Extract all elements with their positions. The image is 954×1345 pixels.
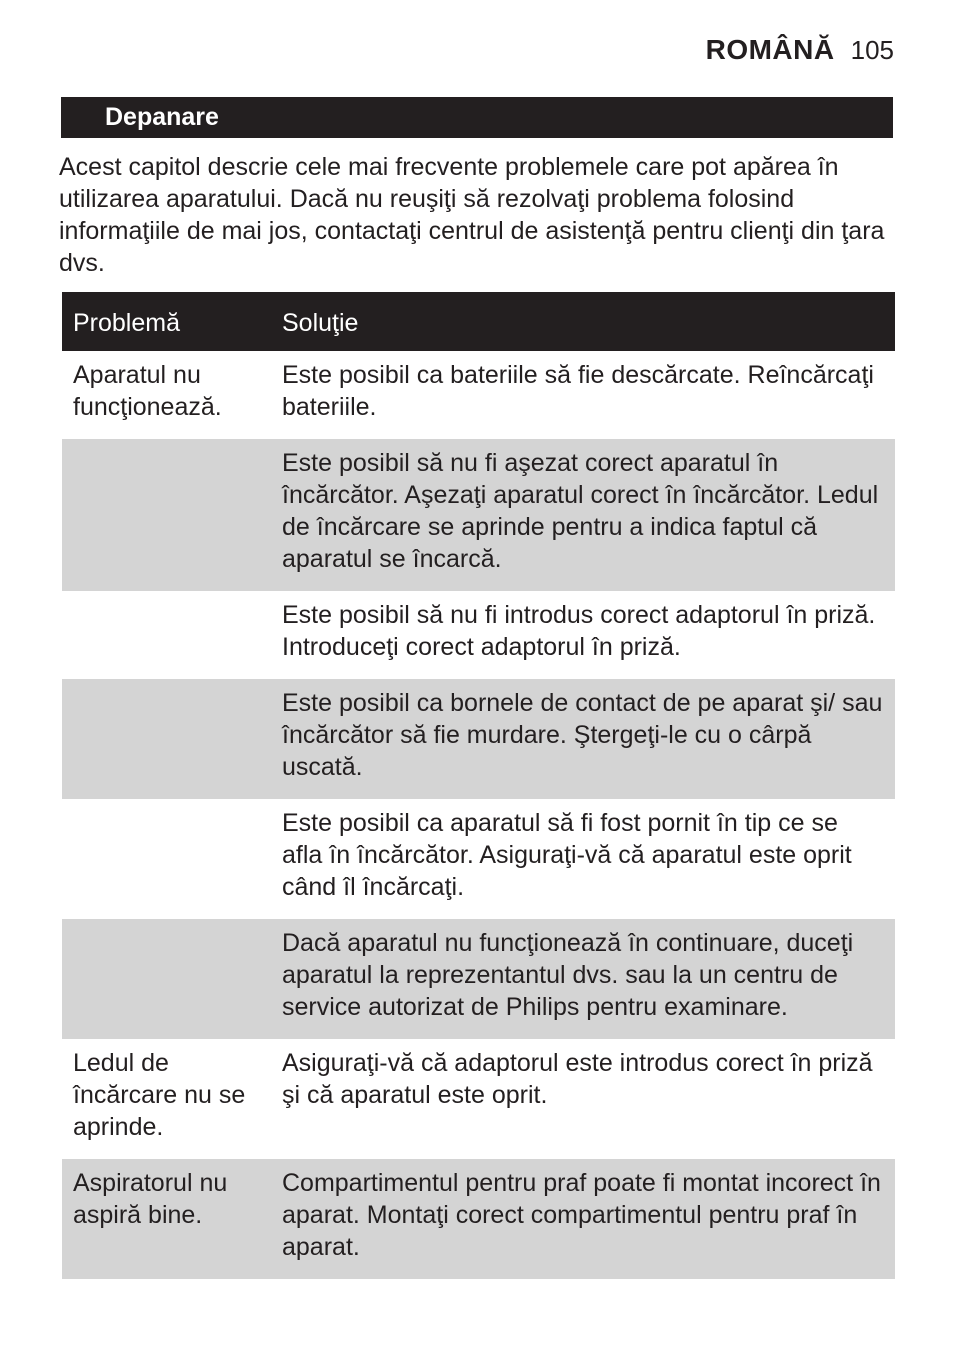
solution-cell: Este posibil ca bateriile să fie descărcate. Reîncărcaţi bateriile. bbox=[282, 361, 874, 421]
section-title: Depanare bbox=[105, 103, 219, 131]
solution-cell: Este posibil să nu fi aşezat corect aparatul în încărcător. Aşezaţi aparatul corect în încărcător. Ledul de încărcare se aprinde pentru a indica faptul că aparatul se încarcă. bbox=[271, 439, 895, 591]
troubleshooting-table bbox=[62, 292, 895, 1279]
problem-cell bbox=[62, 439, 271, 591]
problem-cell: Aspiratorul nu aspiră bine. bbox=[62, 1159, 271, 1279]
problem-cell bbox=[62, 679, 271, 799]
problem-cell bbox=[62, 591, 271, 679]
table-row bbox=[62, 1039, 895, 1159]
page-header bbox=[706, 34, 894, 66]
table-row bbox=[62, 439, 895, 591]
problem-cell bbox=[62, 799, 271, 919]
language-label: ROMÂNĂ bbox=[705, 34, 835, 65]
table-row bbox=[62, 919, 895, 1039]
problem-cell: Ledul de încărcare nu se aprinde. bbox=[73, 1049, 246, 1141]
solution-cell: Dacă aparatul nu funcţionează în continuare, duceţi aparatul la reprezentantul dvs. sau la un centru de service autorizat de Philips pentru examinare. bbox=[271, 919, 895, 1039]
table-row bbox=[62, 591, 895, 679]
table-row bbox=[62, 1159, 895, 1279]
intro-paragraph: Acest capitol descrie cele mai frecvente problemele care pot apărea în utilizarea aparatului. Dacă nu reuşiţi să rezolvaţi problema folosind informaţiile de mai jos, contactaţi centrul de asistenţă pentru clienţi din ţara dvs. bbox=[59, 153, 885, 277]
table-row bbox=[62, 679, 895, 799]
solution-cell: Este posibil ca bornele de contact de pe aparat şi/ sau încărcător să fie murdare. Ştergeţi-le cu o cârpă uscată. bbox=[271, 679, 895, 799]
solution-cell: Compartimentul pentru praf poate fi montat incorect în aparat. Montaţi corect compartimentul pentru praf în aparat. bbox=[271, 1159, 895, 1279]
section-heading-bar bbox=[61, 97, 893, 138]
column-header-solution: Soluţie bbox=[271, 292, 895, 351]
column-header-problem: Problemă bbox=[62, 292, 271, 351]
problem-cell: Aparatul nu funcţionează. bbox=[73, 361, 222, 421]
solution-cell: Este posibil să nu fi introdus corect adaptorul în priză. Introduceţi corect adaptorul în priză. bbox=[282, 601, 876, 661]
table-header-row bbox=[62, 292, 895, 351]
solution-cell: Asiguraţi-vă că adaptorul este introdus corect în priză şi că aparatul este oprit. bbox=[282, 1049, 873, 1109]
solution-cell: Este posibil ca aparatul să fi fost pornit în tip ce se afla în încărcător. Asiguraţi-vă că aparatul este oprit când îl încărcaţi. bbox=[282, 809, 852, 901]
page-number: 105 bbox=[850, 35, 894, 65]
table-row bbox=[62, 351, 895, 439]
problem-cell bbox=[62, 919, 271, 1039]
table-row bbox=[62, 799, 895, 919]
